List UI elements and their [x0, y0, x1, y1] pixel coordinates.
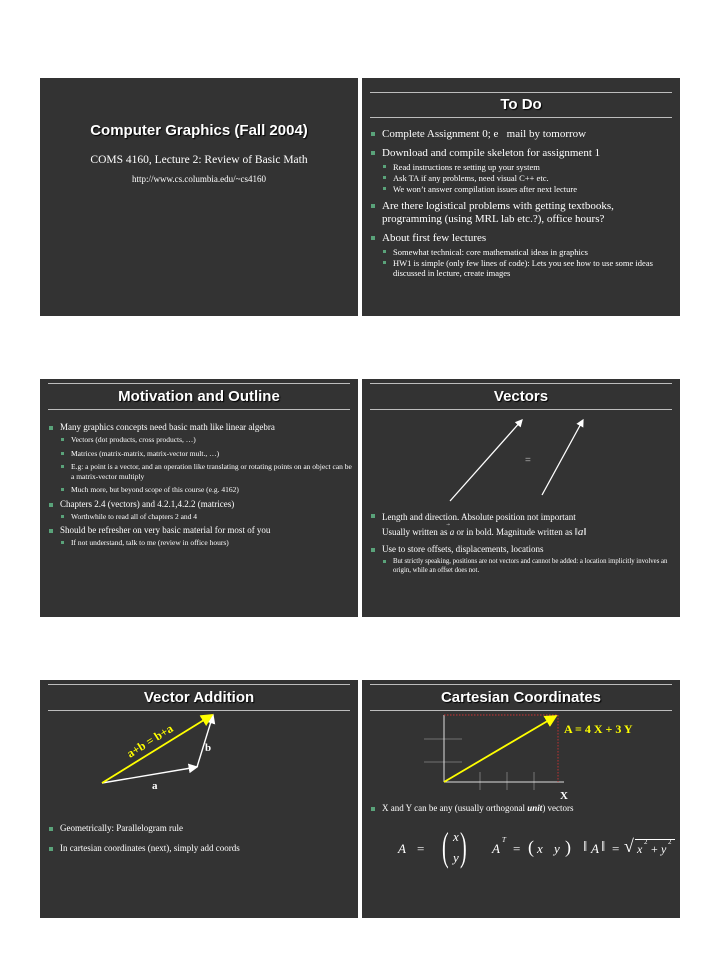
- slide4-title: Vectors: [493, 388, 549, 405]
- equation-label: A = 4 X + 3 Y: [564, 722, 633, 736]
- slide5-title: Vector Addition: [143, 689, 255, 706]
- list-item: Download and compile skeleton for assignment 1 Read instructions re setting up your system Ask TA if any problems, need visual C++ etc. We won’t answer compilation issues after next lecture: [370, 147, 674, 194]
- formula-T: T: [502, 836, 506, 844]
- formula-A: A: [398, 841, 406, 856]
- slide-cartesian: [362, 680, 680, 918]
- slide2-title: To Do: [500, 96, 542, 113]
- slide3-title: Motivation and Outline: [118, 388, 280, 405]
- formula-col-y: y: [453, 850, 459, 865]
- vectors-list: [370, 510, 674, 579]
- list-item: Length and direction. Absolute position not important Usually written as a or in bold. Magnitude written as ‖a‖: [370, 510, 674, 540]
- motivation-list: [48, 422, 352, 552]
- sub-item: Worthwhile to read all of chapters 2 and 4: [60, 512, 352, 522]
- todo-list: [370, 128, 674, 284]
- sub-item: E.g: a point is a vector, and an operation like translating or rotating points on an object can be a matrix-vector multiply: [60, 462, 352, 481]
- list-item: About first few lectures Somewhat technical: core mathematical ideas in graphics HW1 is simple (only few lines of code): Lets you see how to use some ideas discussed in lecture, create images: [370, 232, 674, 278]
- paren-left-2: (: [528, 837, 534, 857]
- slide1-title: Computer Graphics (Fall 2004): [90, 122, 308, 139]
- equals-sign: =: [525, 455, 531, 466]
- sub-item: We won’t answer compilation issues after next lecture: [382, 184, 674, 194]
- addition-list: [48, 823, 352, 858]
- sqrt-icon: √: [624, 836, 634, 856]
- sub-item: Matrices (matrix-matrix, matrix-vector mult., …): [60, 449, 352, 459]
- vector-addition-figure: [40, 700, 358, 815]
- sub-item: But strictly speaking, positions are not vectors and cannot be added: a location implicitly involves an origin, while an offset does not.: [382, 557, 674, 575]
- cartesian-list: [370, 803, 674, 818]
- title-top-rule: [48, 383, 350, 384]
- formula-sq-y: y: [661, 842, 667, 856]
- title-bottom-rule: [48, 409, 350, 410]
- formula-equals: =: [417, 841, 425, 856]
- slide6-title: Cartesian Coordinates: [440, 689, 602, 706]
- norm-bars-right: ‖: [601, 839, 606, 855]
- formula-sq-x2: 2: [644, 838, 648, 846]
- cartesian-figure: [362, 702, 680, 814]
- formula-col-x: x: [453, 829, 459, 844]
- list-item: Are there logistical problems with getting textbooks, programming (using MRL lab etc.?), office hours?: [370, 200, 674, 226]
- title-top-rule: [370, 684, 672, 685]
- formula-normA: A: [591, 841, 599, 856]
- slide-motivation: [40, 379, 358, 617]
- vector-sum: [102, 715, 212, 783]
- formula-equals-3: =: [612, 841, 620, 856]
- list-item: Chapters 2.4 (vectors) and 4.2.1,4.2.2 (matrices) Worthwhile to read all of chapters 2 and 4: [48, 499, 352, 522]
- paren-right: ): [460, 824, 467, 869]
- vector-symbol: a: [449, 527, 455, 537]
- list-item: Geometrically: Parallelogram rule: [48, 823, 352, 834]
- list-item: Should be refresher on very basic material for most of you If not understand, talk to me (review in office hours): [48, 525, 352, 548]
- title-bottom-rule: [370, 117, 672, 118]
- formula-sq-x: x: [637, 842, 643, 856]
- title-top-rule: [370, 383, 672, 384]
- formula-equals-2: =: [513, 841, 521, 856]
- x-axis-label: X: [560, 790, 568, 802]
- formula-row-x: x: [537, 841, 543, 856]
- list-item: In cartesian coordinates (next), simply add coords: [48, 843, 352, 854]
- formula-plus: +: [651, 842, 658, 856]
- formula-sq-y2: 2: [668, 838, 672, 846]
- list-item: Complete Assignment 0; e mail by tomorrow: [370, 128, 674, 141]
- slide-title: [40, 78, 358, 316]
- magnitude-symbol: ‖a‖: [574, 526, 587, 538]
- sum-label: a+b = b+a: [124, 721, 176, 761]
- slide-vectors: [362, 379, 680, 617]
- slide-vector-addition: [40, 680, 358, 918]
- formula-row: [362, 826, 680, 876]
- list-item: X and Y can be any (usually orthogonal unit) vectors: [370, 803, 674, 814]
- formula-row-y: y: [554, 841, 560, 856]
- formula-AT: A: [492, 841, 500, 856]
- vector-arrows-figure: [362, 413, 680, 508]
- sub-item: Somewhat technical: core mathematical ideas in graphics: [382, 247, 674, 257]
- title-bottom-rule: [370, 409, 672, 410]
- title-top-rule: [370, 92, 672, 93]
- list-item: Use to store offsets, displacements, locations But strictly speaking, positions are not vectors and cannot be added: a location implicitly involves an origin, while an offset does not.: [370, 544, 674, 575]
- vector-arrow-right: [542, 420, 583, 495]
- norm-bars-left: ‖: [583, 839, 588, 855]
- vector-A: [444, 716, 556, 782]
- sub-item: Vectors (dot products, cross products, …): [60, 435, 352, 445]
- label-a: a: [152, 780, 158, 792]
- paren-left: (: [442, 824, 449, 869]
- title-top-rule: [48, 684, 350, 685]
- sub-item: If not understand, talk to me (review in office hours): [60, 538, 352, 548]
- sub-item: Ask TA if any problems, need visual C++ etc.: [382, 173, 674, 183]
- list-item: Many graphics concepts need basic math like linear algebra Vectors (dot products, cross products, …) Matrices (matrix-matrix, matrix-vector mult., …) E.g: a point is a vector, and an operation like translating or rotating points on an object can be a matrix-vector multiply Much more, but beyond scope of this course (e.g. 4162): [48, 422, 352, 495]
- paren-right-2: ): [565, 837, 571, 857]
- slide1-subtitle: COMS 4160, Lecture 2: Review of Basic Math: [90, 154, 308, 166]
- slide1-url: http://www.cs.columbia.edu/~cs4160: [131, 174, 266, 184]
- sub-item: Read instructions re setting up your system: [382, 162, 674, 172]
- sub-item: HW1 is simple (only few lines of code): Lets you see how to use some ideas discussed in lecture, create images: [382, 258, 674, 278]
- slide-todo: [362, 78, 680, 316]
- sub-item: Much more, but beyond scope of this course (e.g. 4162): [60, 485, 352, 495]
- label-b: b: [205, 742, 212, 754]
- vector-arrow-left: [450, 420, 522, 501]
